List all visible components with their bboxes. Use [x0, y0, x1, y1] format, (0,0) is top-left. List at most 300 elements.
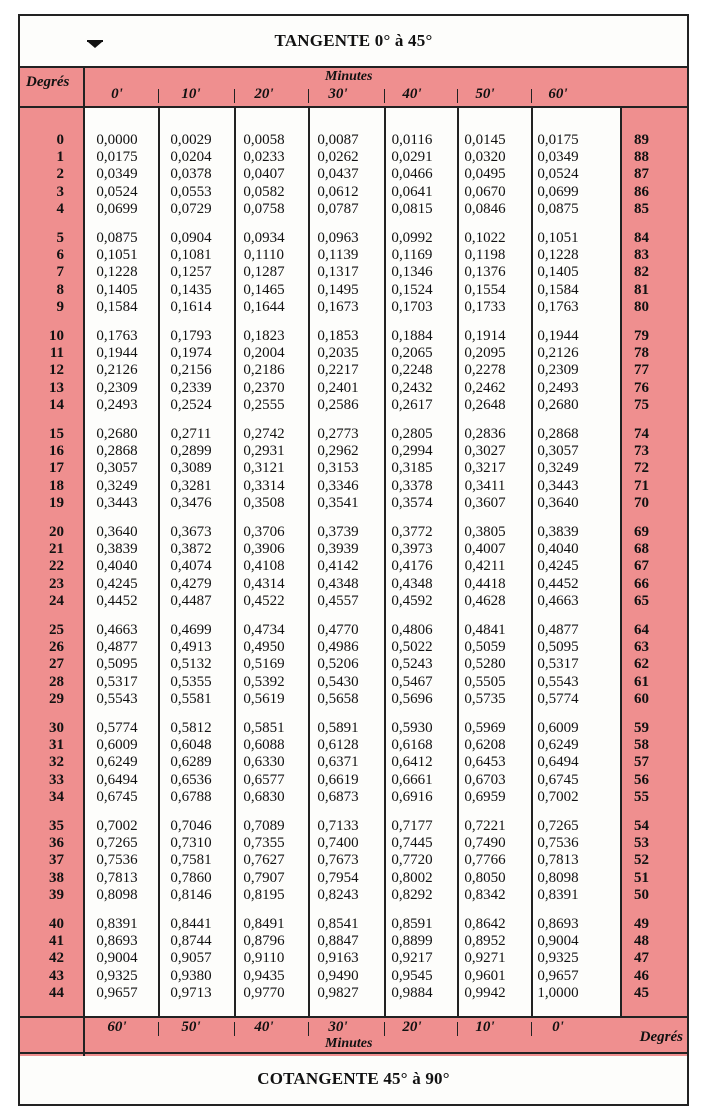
- value-cell: 0,8491: [243, 916, 285, 932]
- table-row: [20, 495, 687, 512]
- value-cell: 0,2805: [391, 426, 433, 442]
- table-row: [20, 230, 687, 247]
- table-row: [20, 541, 687, 558]
- value-cell: 0,4699: [170, 622, 212, 638]
- value-cell: 0,4211: [464, 558, 506, 575]
- value-cell: 0,4628: [464, 592, 506, 609]
- value-cell: 0,4806: [391, 622, 433, 638]
- value-cell: 0,0963: [317, 230, 359, 246]
- value-cell: 0,8391: [96, 916, 138, 932]
- value-cell: 0,7002: [96, 818, 138, 834]
- cotangent-degree-label: 54: [634, 818, 649, 834]
- value-cell: 0,7627: [243, 852, 285, 869]
- cotangent-degree-label: 76: [634, 379, 649, 396]
- degree-label: 0: [56, 132, 64, 148]
- value-cell: 0,0904: [170, 230, 212, 246]
- value-cell: 0,3772: [391, 524, 433, 540]
- degree-label: 14: [49, 396, 64, 413]
- value-cell: 0,6959: [464, 788, 506, 805]
- value-cell: 0,4877: [96, 639, 138, 656]
- value-cell: 0,5243: [391, 656, 433, 673]
- value-cell: 0,2680: [537, 396, 579, 413]
- degree-label: 34: [49, 788, 64, 805]
- value-cell: 0,4913: [170, 639, 212, 656]
- value-cell: 0,9435: [243, 967, 285, 984]
- value-cell: 0,3574: [391, 494, 433, 511]
- value-cell: 0,0846: [464, 200, 506, 217]
- value-cell: 0,0875: [537, 200, 579, 217]
- table-row: [20, 593, 687, 610]
- value-cell: 0,1644: [243, 298, 285, 315]
- table-row: [20, 656, 687, 673]
- value-cell: 0,0029: [170, 132, 212, 148]
- value-cell: 0,0875: [96, 230, 138, 246]
- value-cell: 0,1944: [96, 345, 138, 362]
- value-cell: 0,1051: [96, 247, 138, 264]
- value-cell: 0,2186: [243, 362, 285, 379]
- value-cell: 0,1346: [391, 264, 433, 281]
- value-cell: 0,7766: [464, 852, 506, 869]
- value-cell: 0,3906: [243, 541, 285, 558]
- degree-label: 26: [49, 639, 64, 656]
- degree-label: 32: [49, 754, 64, 771]
- cotangent-degree-label: 46: [634, 967, 649, 984]
- value-cell: 0,1022: [464, 230, 506, 246]
- value-cell: 0,9657: [537, 967, 579, 984]
- cotangent-degree-label: 82: [634, 264, 649, 281]
- degrees-footer-label: Degrés: [639, 1029, 683, 1045]
- degree-label: 18: [49, 477, 64, 494]
- title-tangent-text: TANGENTE 0° à 45°: [274, 31, 433, 50]
- value-cell: 0,3839: [96, 541, 138, 558]
- value-cell: 0,0758: [243, 200, 285, 217]
- value-cell: 0,4557: [317, 592, 359, 609]
- table-row: [20, 576, 687, 593]
- value-cell: 0,6330: [243, 754, 285, 771]
- table-row: [20, 772, 687, 789]
- value-cell: 0,6916: [391, 788, 433, 805]
- value-cell: 0,0699: [96, 200, 138, 217]
- value-cell: 0,3476: [170, 494, 212, 511]
- degree-label: 8: [56, 281, 64, 298]
- value-cell: 0,3839: [537, 524, 579, 540]
- value-cell: 0,1228: [537, 247, 579, 264]
- value-cell: 0,6009: [96, 737, 138, 754]
- value-cell: 0,9271: [464, 950, 506, 967]
- table-row: [20, 720, 687, 737]
- minutes-footer-cell: 20': [402, 1019, 422, 1035]
- value-cell: 0,8050: [464, 869, 506, 886]
- value-cell: 0,6494: [96, 771, 138, 788]
- value-cell: 0,1435: [170, 281, 212, 298]
- value-cell: 0,1139: [317, 247, 359, 264]
- value-cell: 0,7089: [243, 818, 285, 834]
- value-cell: 0,9217: [391, 950, 433, 967]
- minutes-header-cell: 0': [111, 86, 123, 102]
- value-cell: 0,5930: [391, 720, 433, 736]
- value-cell: 0,2868: [537, 426, 579, 442]
- degree-label: 22: [49, 558, 64, 575]
- minutes-footer-cell: 0': [552, 1019, 564, 1035]
- value-cell: 0,2065: [391, 345, 433, 362]
- value-cell: 0,2004: [243, 345, 285, 362]
- value-cell: 0,7954: [317, 869, 359, 886]
- value-cell: 0,2680: [96, 426, 138, 442]
- value-cell: 0,0699: [537, 183, 579, 200]
- corner-top-right: [620, 68, 687, 108]
- value-cell: 0,1793: [170, 328, 212, 344]
- table-row: [20, 870, 687, 887]
- value-cell: 0,0204: [170, 149, 212, 166]
- value-cell: 0,7907: [243, 869, 285, 886]
- table-row: [20, 968, 687, 985]
- value-cell: 0,1614: [170, 298, 212, 315]
- degree-label: 35: [49, 818, 64, 834]
- value-cell: 0,3640: [96, 524, 138, 540]
- table-row: [20, 443, 687, 460]
- degree-label: 6: [56, 247, 64, 264]
- value-cell: 0,6536: [170, 771, 212, 788]
- cotangent-degree-label: 56: [634, 771, 649, 788]
- value-cell: 0,4245: [96, 575, 138, 592]
- value-cell: 0,3443: [96, 494, 138, 511]
- value-cell: 0,4841: [464, 622, 506, 638]
- table-row: [20, 264, 687, 281]
- table-row: [20, 362, 687, 379]
- value-cell: 0,4040: [537, 541, 579, 558]
- cotangent-degree-label: 49: [634, 916, 649, 932]
- minutes-footer-cell: 50': [181, 1019, 201, 1035]
- minutes-footer-cell: 30': [328, 1019, 348, 1035]
- value-cell: 0,9004: [537, 933, 579, 950]
- cotangent-degree-label: 66: [634, 575, 649, 592]
- value-cell: 0,2742: [243, 426, 285, 442]
- value-cell: 0,4986: [317, 639, 359, 656]
- value-cell: 0,3249: [96, 477, 138, 494]
- value-cell: 0,3346: [317, 477, 359, 494]
- table-title-cotangent: [20, 1052, 687, 1104]
- value-cell: 0,5619: [243, 690, 285, 707]
- cotangent-degree-label: 61: [634, 673, 649, 690]
- value-cell: 0,1703: [391, 298, 433, 315]
- value-cell: 0,8591: [391, 916, 433, 932]
- table-row: [20, 149, 687, 166]
- value-cell: 0,2648: [464, 396, 506, 413]
- value-cell: 0,0087: [317, 132, 359, 148]
- value-cell: 0,8952: [464, 933, 506, 950]
- value-cell: 0,6088: [243, 737, 285, 754]
- value-cell: 0,4279: [170, 575, 212, 592]
- value-cell: 0,3739: [317, 524, 359, 540]
- value-cell: 0,2401: [317, 379, 359, 396]
- cotangent-degree-label: 58: [634, 737, 649, 754]
- value-cell: 0,5891: [317, 720, 359, 736]
- value-cell: 0,1051: [537, 230, 579, 246]
- cotangent-degree-label: 62: [634, 656, 649, 673]
- cotangent-degree-label: 69: [634, 524, 649, 540]
- table-row: [20, 426, 687, 443]
- value-cell: 0,9713: [170, 984, 212, 1001]
- table-row: [20, 299, 687, 316]
- cotangent-degree-label: 88: [634, 149, 649, 166]
- value-cell: 0,6577: [243, 771, 285, 788]
- value-cell: 0,1495: [317, 281, 359, 298]
- value-cell: 0,9545: [391, 967, 433, 984]
- value-cell: 0,3027: [464, 443, 506, 460]
- value-cell: 0,5505: [464, 673, 506, 690]
- degree-label: 13: [49, 379, 64, 396]
- value-cell: 0,7265: [96, 835, 138, 852]
- cotangent-degree-label: 86: [634, 183, 649, 200]
- value-cell: 0,5812: [170, 720, 212, 736]
- cotangent-degree-label: 60: [634, 690, 649, 707]
- degree-label: 3: [56, 183, 64, 200]
- value-cell: 0,3541: [317, 494, 359, 511]
- value-cell: 0,5355: [170, 673, 212, 690]
- value-cell: 0,8744: [170, 933, 212, 950]
- value-cell: 0,8847: [317, 933, 359, 950]
- value-cell: 0,1198: [464, 247, 506, 264]
- value-cell: 0,6208: [464, 737, 506, 754]
- value-cell: 0,4040: [96, 558, 138, 575]
- value-cell: 0,2586: [317, 396, 359, 413]
- value-cell: 0,3640: [537, 494, 579, 511]
- cotangent-degree-label: 79: [634, 328, 649, 344]
- degree-label: 37: [49, 852, 64, 869]
- value-cell: 0,4418: [464, 575, 506, 592]
- value-cell: 0,5735: [464, 690, 506, 707]
- value-cell: 0,1944: [537, 328, 579, 344]
- value-cell: 0,1914: [464, 328, 506, 344]
- value-cell: 0,3508: [243, 494, 285, 511]
- value-cell: 0,2370: [243, 379, 285, 396]
- header-tick: [531, 1022, 532, 1036]
- value-cell: 0,7221: [464, 818, 506, 834]
- value-cell: 0,2156: [170, 362, 212, 379]
- value-cell: 0,7536: [537, 835, 579, 852]
- value-cell: 0,7046: [170, 818, 212, 834]
- value-cell: 0,3314: [243, 477, 285, 494]
- value-cell: 0,1733: [464, 298, 506, 315]
- value-cell: 0,2493: [96, 396, 138, 413]
- value-cell: 0,0582: [243, 183, 285, 200]
- value-cell: 0,1584: [96, 298, 138, 315]
- table-row: [20, 789, 687, 806]
- value-cell: 0,6453: [464, 754, 506, 771]
- value-cell: 0,6168: [391, 737, 433, 754]
- value-cell: 0,2773: [317, 426, 359, 442]
- value-cell: 0,5581: [170, 690, 212, 707]
- value-cell: 0,8642: [464, 916, 506, 932]
- header-tick: [308, 1022, 309, 1036]
- table-row: [20, 201, 687, 218]
- table-row: [20, 933, 687, 950]
- value-cell: 0,3153: [317, 460, 359, 477]
- value-cell: 0,2462: [464, 379, 506, 396]
- value-cell: 0,7002: [537, 788, 579, 805]
- value-cell: 0,4592: [391, 592, 433, 609]
- value-cell: 0,5543: [537, 673, 579, 690]
- value-cell: 0,0262: [317, 149, 359, 166]
- value-cell: 0,4452: [96, 592, 138, 609]
- table-row: [20, 478, 687, 495]
- value-cell: 0,2126: [96, 362, 138, 379]
- value-cell: 0,5206: [317, 656, 359, 673]
- degree-label: 7: [56, 264, 64, 281]
- cotangent-degree-label: 83: [634, 247, 649, 264]
- value-cell: 0,9657: [96, 984, 138, 1001]
- value-cell: 0,8195: [243, 886, 285, 903]
- table-row: [20, 639, 687, 656]
- value-cell: 0,3217: [464, 460, 506, 477]
- degree-label: 40: [49, 916, 64, 932]
- value-cell: 0,7133: [317, 818, 359, 834]
- table-row: [20, 132, 687, 149]
- degree-label: 25: [49, 622, 64, 638]
- value-cell: 0,6249: [537, 737, 579, 754]
- degree-label: 42: [49, 950, 64, 967]
- value-cell: 0,5696: [391, 690, 433, 707]
- minutes-header-cell: 30': [328, 86, 348, 102]
- value-cell: 0,6494: [537, 754, 579, 771]
- cotangent-degree-label: 84: [634, 230, 649, 246]
- value-cell: 0,5851: [243, 720, 285, 736]
- value-cell: 0,0992: [391, 230, 433, 246]
- value-cell: 0,0349: [537, 149, 579, 166]
- minutes-footer-cell: 40': [254, 1019, 274, 1035]
- cotangent-degree-label: 67: [634, 558, 649, 575]
- value-cell: 0,1554: [464, 281, 506, 298]
- cotangent-degree-label: 63: [634, 639, 649, 656]
- degree-label: 9: [56, 298, 64, 315]
- cotangent-degree-label: 80: [634, 298, 649, 315]
- value-cell: 0,0787: [317, 200, 359, 217]
- value-cell: 0,3249: [537, 460, 579, 477]
- value-cell: 0,2493: [537, 379, 579, 396]
- table-row: [20, 328, 687, 345]
- value-cell: 0,2899: [170, 443, 212, 460]
- degree-label: 5: [56, 230, 64, 246]
- minutes-header-cell: 40': [402, 86, 422, 102]
- table-row: [20, 247, 687, 264]
- value-cell: 0,0175: [96, 149, 138, 166]
- value-cell: 0,9601: [464, 967, 506, 984]
- minutes-header-cell: 50': [475, 86, 495, 102]
- value-cell: 0,1673: [317, 298, 359, 315]
- value-cell: 0,3872: [170, 541, 212, 558]
- table-row: [20, 282, 687, 299]
- value-cell: 0,5969: [464, 720, 506, 736]
- value-cell: 0,8002: [391, 869, 433, 886]
- value-cell: 0,8899: [391, 933, 433, 950]
- degree-label: 23: [49, 575, 64, 592]
- value-cell: 0,8441: [170, 916, 212, 932]
- minutes-header-label: Minutes: [325, 69, 373, 84]
- value-cell: 0,0612: [317, 183, 359, 200]
- value-cell: 0,1110: [243, 247, 285, 264]
- degree-label: 16: [49, 443, 64, 460]
- value-cell: 0,2309: [96, 379, 138, 396]
- value-cell: 0,6830: [243, 788, 285, 805]
- value-cell: 0,6009: [537, 720, 579, 736]
- value-cell: 0,9490: [317, 967, 359, 984]
- cotangent-degree-label: 75: [634, 396, 649, 413]
- table-row: [20, 754, 687, 771]
- value-cell: 0,7813: [96, 869, 138, 886]
- value-cell: 0,4734: [243, 622, 285, 638]
- cotangent-degree-label: 78: [634, 345, 649, 362]
- value-cell: 0,4452: [537, 575, 579, 592]
- value-cell: 0,8541: [317, 916, 359, 932]
- value-cell: 0,4663: [96, 622, 138, 638]
- value-cell: 0,0553: [170, 183, 212, 200]
- cotangent-degree-label: 68: [634, 541, 649, 558]
- value-cell: 0,3706: [243, 524, 285, 540]
- cotangent-degree-label: 47: [634, 950, 649, 967]
- value-cell: 0,1287: [243, 264, 285, 281]
- value-cell: 0,0407: [243, 166, 285, 183]
- header-tick: [457, 1022, 458, 1036]
- value-cell: 0,7445: [391, 835, 433, 852]
- value-cell: 0,7536: [96, 852, 138, 869]
- value-cell: 0,7720: [391, 852, 433, 869]
- header-tick: [308, 89, 309, 103]
- table-row: [20, 524, 687, 541]
- table-row: [20, 345, 687, 362]
- cotangent-degree-label: 65: [634, 592, 649, 609]
- degree-label: 44: [49, 984, 64, 1001]
- table-row: [20, 674, 687, 691]
- value-cell: 0,1823: [243, 328, 285, 344]
- value-cell: 0,6249: [96, 754, 138, 771]
- value-cell: 0,9380: [170, 967, 212, 984]
- value-cell: 0,5543: [96, 690, 138, 707]
- value-cell: 0,5658: [317, 690, 359, 707]
- value-cell: 0,3089: [170, 460, 212, 477]
- arrow-down-icon: [88, 42, 102, 48]
- cotangent-degree-label: 45: [634, 984, 649, 1001]
- value-cell: 0,4074: [170, 558, 212, 575]
- value-cell: 0,5774: [537, 690, 579, 707]
- value-cell: 0,4142: [317, 558, 359, 575]
- value-cell: 0,6128: [317, 737, 359, 754]
- degree-label: 27: [49, 656, 64, 673]
- value-cell: 0,1884: [391, 328, 433, 344]
- value-cell: 0,1465: [243, 281, 285, 298]
- value-cell: 0,0116: [391, 132, 433, 148]
- header-tick: [457, 89, 458, 103]
- value-cell: 0,3805: [464, 524, 506, 540]
- value-cell: 0,4950: [243, 639, 285, 656]
- value-cell: 0,4108: [243, 558, 285, 575]
- value-cell: 0,1974: [170, 345, 212, 362]
- value-cell: 0,4348: [391, 575, 433, 592]
- cotangent-degree-label: 57: [634, 754, 649, 771]
- value-cell: 0,6873: [317, 788, 359, 805]
- value-cell: 0,6048: [170, 737, 212, 754]
- minutes-footer-cell: 60': [107, 1019, 127, 1035]
- cotangent-degree-label: 53: [634, 835, 649, 852]
- value-cell: 0,5132: [170, 656, 212, 673]
- value-cell: 0,9942: [464, 984, 506, 1001]
- header-tick: [234, 89, 235, 103]
- value-cell: 0,5392: [243, 673, 285, 690]
- value-cell: 0,3607: [464, 494, 506, 511]
- value-cell: 0,9004: [96, 950, 138, 967]
- value-cell: 0,9325: [537, 950, 579, 967]
- value-cell: 0,8292: [391, 886, 433, 903]
- table-row: [20, 835, 687, 852]
